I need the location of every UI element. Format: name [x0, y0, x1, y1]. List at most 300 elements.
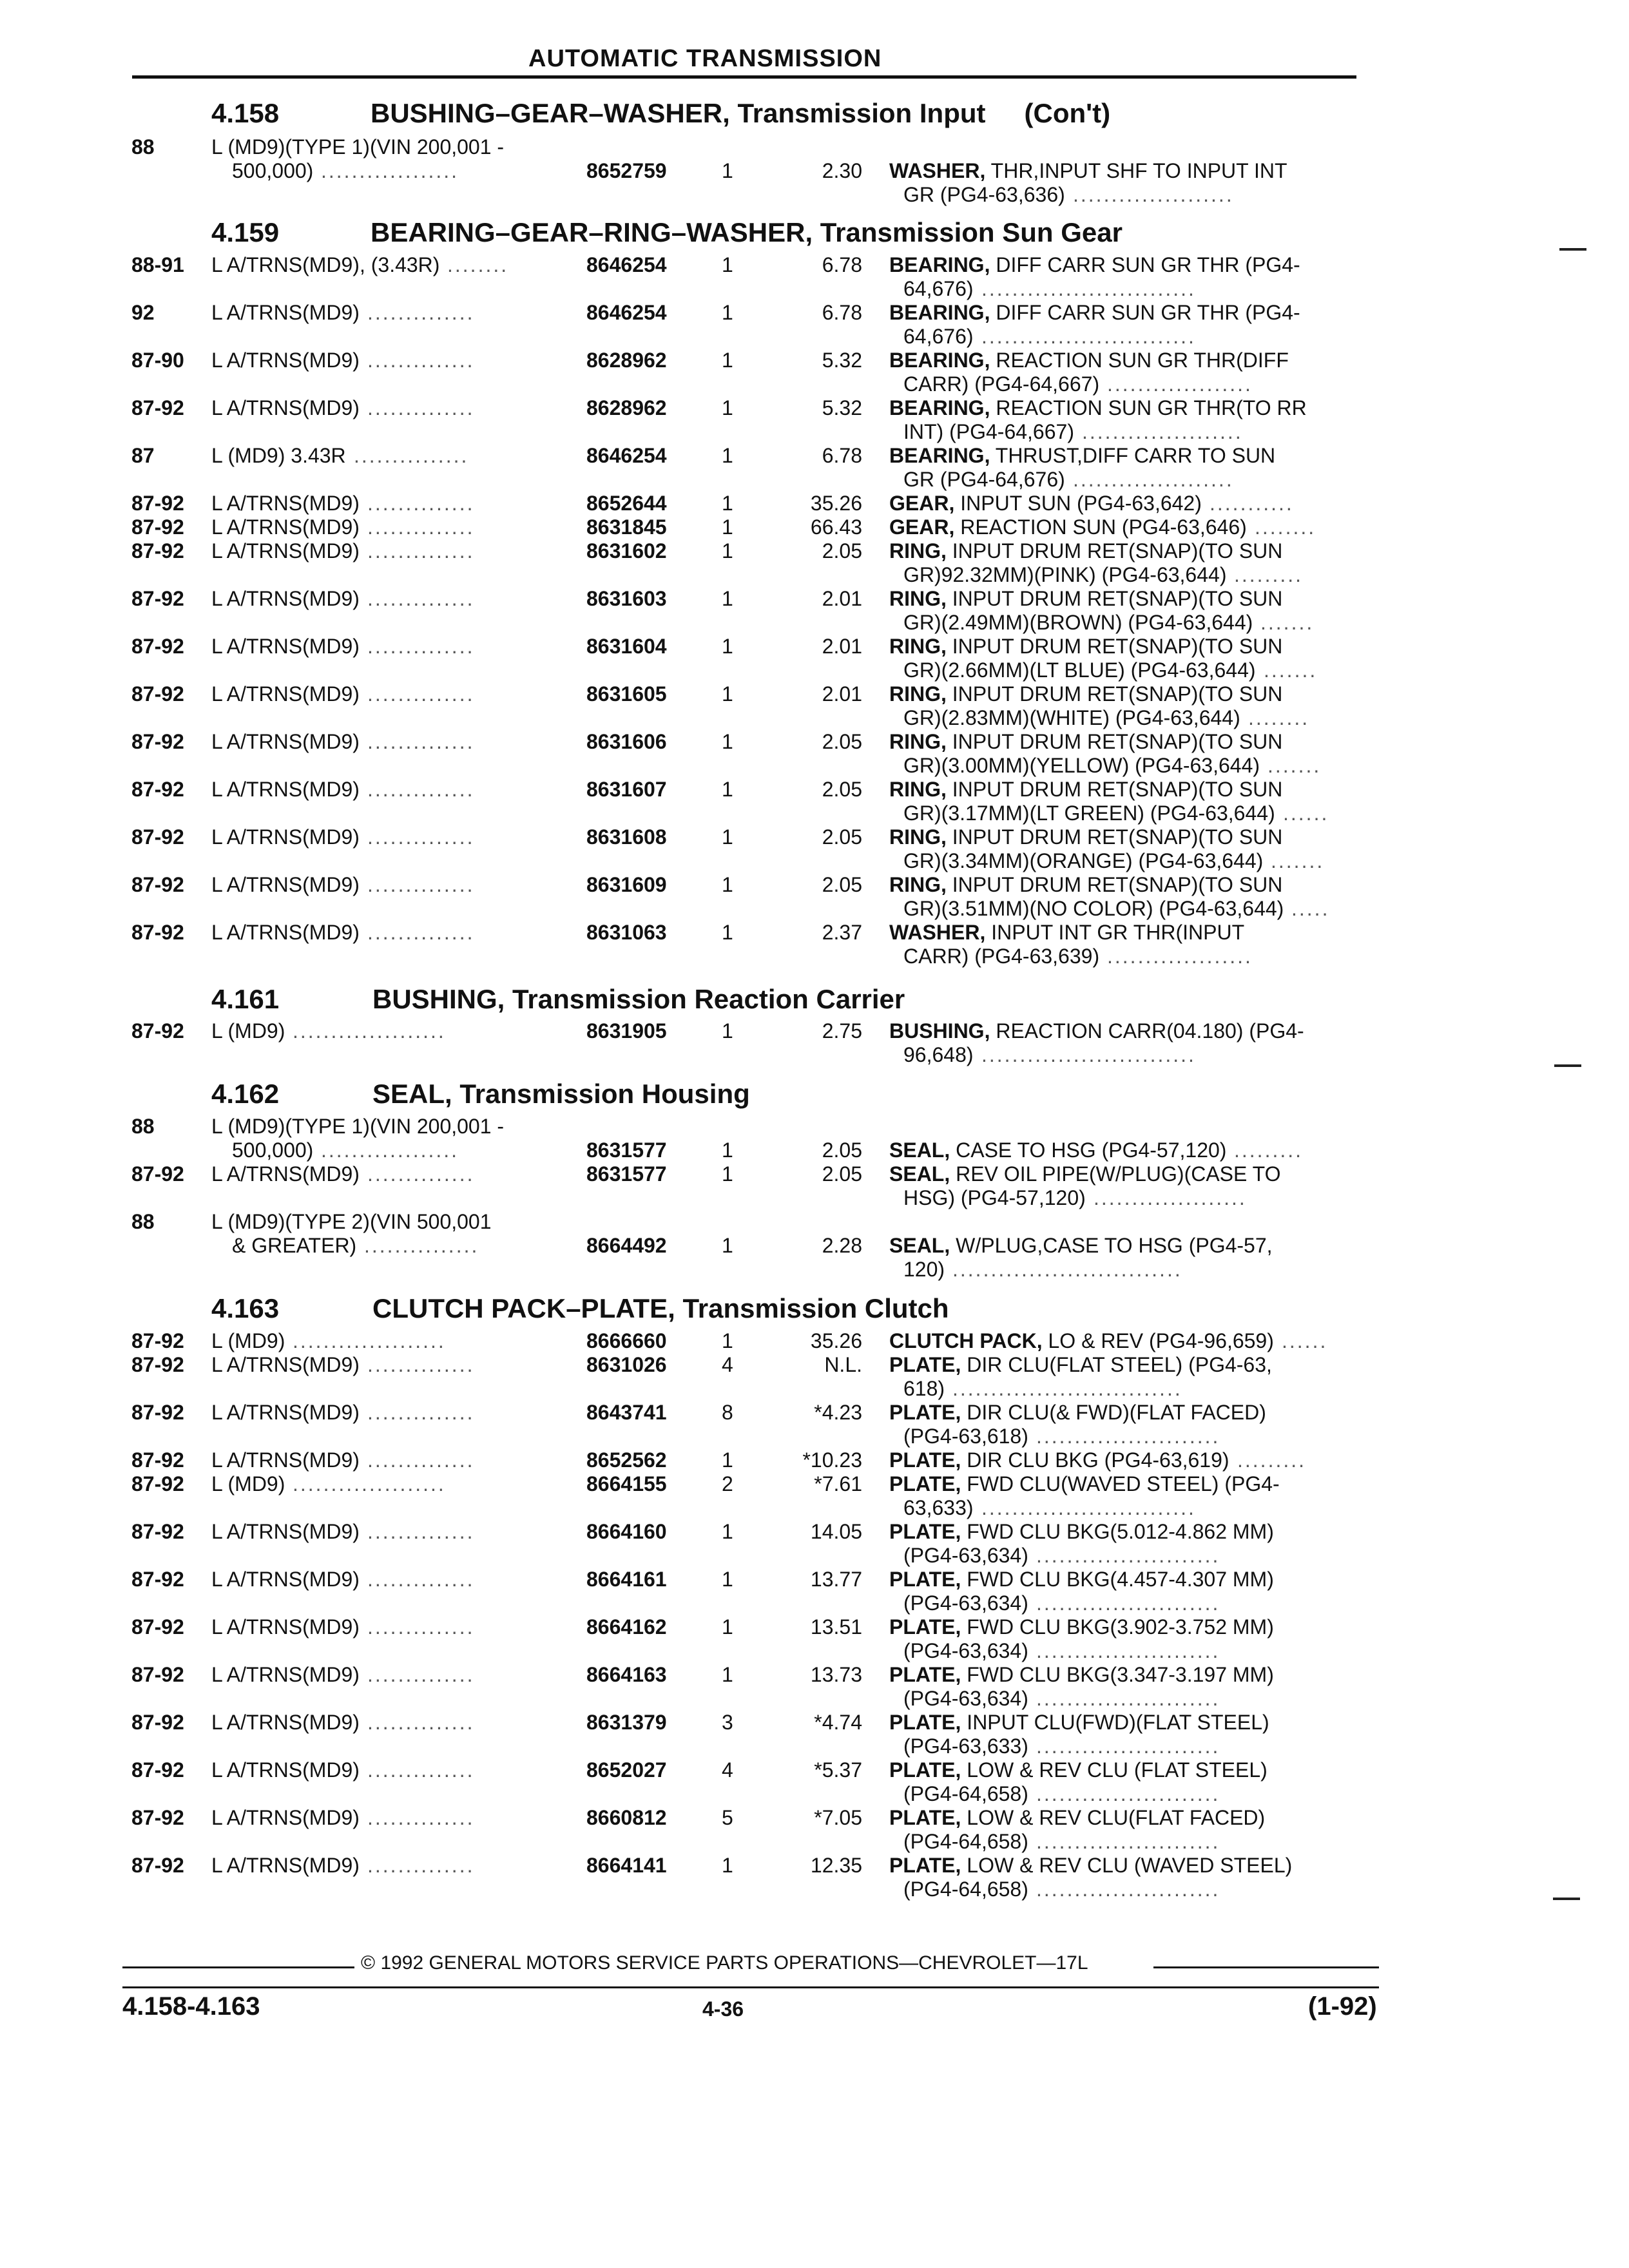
- dot-leader: ..............: [367, 515, 475, 539]
- description: [889, 1711, 1269, 1735]
- dot-leader: ..............: [367, 1520, 475, 1543]
- quantity: 1: [722, 301, 733, 324]
- dot-leader: ........................: [1036, 1544, 1220, 1567]
- section-title: [372, 1292, 949, 1325]
- part-number: 8664162: [586, 1615, 667, 1639]
- price: 2.05: [822, 1139, 862, 1162]
- description-text: GR)(3.00MM)(YELLOW) (PG4-63,644): [903, 754, 1260, 777]
- quantity: 3: [722, 1711, 733, 1734]
- description: [903, 1782, 1028, 1806]
- quantity: 1: [722, 492, 733, 515]
- description-text: INT) (PG4-64,667): [903, 420, 1074, 443]
- description: [889, 1139, 1226, 1162]
- description-text: CASE TO HSG (PG4-57,120): [956, 1139, 1227, 1162]
- dot-leader: ...................: [1107, 372, 1253, 396]
- part-number: 8664492: [586, 1234, 667, 1257]
- description-text: GR)92.32MM)(PINK) (PG4-63,644): [903, 563, 1227, 586]
- section-number: 4.163: [211, 1293, 280, 1323]
- description-text: LOW & REV CLU (FLAT STEEL): [967, 1758, 1268, 1782]
- model-years: 87-92: [131, 1448, 184, 1472]
- part-number: 8666660: [586, 1329, 667, 1352]
- price: N.L.: [824, 1353, 862, 1376]
- description-text: GR)(2.66MM)(LT BLUE) (PG4-63,644): [903, 658, 1256, 682]
- dot-leader: ........................: [1036, 1735, 1220, 1758]
- price: 2.37: [822, 921, 862, 944]
- application: L A/TRNS(MD9): [211, 1568, 360, 1591]
- description-noun: RING,: [889, 635, 947, 658]
- application: L A/TRNS(MD9): [211, 825, 360, 849]
- description-noun: RING,: [889, 730, 947, 753]
- dot-leader: ........................: [1036, 1425, 1220, 1448]
- part-number: 8628962: [586, 396, 667, 419]
- dot-leader: ...................: [1107, 945, 1253, 968]
- quantity: 1: [722, 1329, 733, 1352]
- description: [889, 1568, 1274, 1591]
- description-noun: SEAL,: [889, 1234, 950, 1257]
- description-text: THRUST,DIFF CARR TO SUN: [995, 444, 1276, 467]
- dot-leader: ......: [1282, 1329, 1328, 1352]
- part-number: 8664155: [586, 1472, 667, 1495]
- dot-leader: ........................: [1036, 1687, 1220, 1710]
- quantity: 1: [722, 1615, 733, 1639]
- description-noun: RING,: [889, 587, 947, 610]
- application: L (MD9): [211, 1329, 285, 1352]
- price: 6.78: [822, 253, 862, 276]
- quantity: 1: [722, 349, 733, 372]
- application: L A/TRNS(MD9): [211, 1353, 360, 1376]
- part-number: 8664160: [586, 1520, 667, 1543]
- description-noun: PLATE,: [889, 1806, 961, 1829]
- description: [903, 1591, 1028, 1615]
- part-number: 8631602: [586, 539, 667, 562]
- description-text: 120): [903, 1258, 945, 1281]
- dot-leader: ..............: [367, 1711, 475, 1734]
- dot-leader: ..............: [367, 1806, 475, 1829]
- description: [903, 420, 1074, 444]
- price: *5.37: [814, 1758, 862, 1782]
- section-title: [371, 216, 1123, 249]
- part-number: 8631845: [586, 515, 667, 539]
- description: [903, 945, 1099, 968]
- description-text: CARR) (PG4-63,639): [903, 945, 1100, 968]
- description: [889, 1854, 1292, 1878]
- model-years: 88: [131, 135, 155, 159]
- description-text: INPUT DRUM RET(SNAP)(TO SUN: [952, 825, 1283, 849]
- description-text: INPUT DRUM RET(SNAP)(TO SUN: [952, 873, 1283, 896]
- part-number: 8652562: [586, 1448, 667, 1472]
- dot-leader: ..............................: [952, 1377, 1182, 1400]
- quantity: 4: [722, 1353, 733, 1376]
- description: [889, 1472, 1280, 1496]
- application: L A/TRNS(MD9): [211, 778, 360, 801]
- description-noun: RING,: [889, 873, 947, 896]
- price: 13.77: [810, 1568, 862, 1591]
- description-text: THR,INPUT SHF TO INPUT INT: [990, 159, 1287, 182]
- application: L A/TRNS(MD9): [211, 1663, 360, 1686]
- description: [889, 515, 1247, 539]
- model-years: 87-92: [131, 873, 184, 896]
- description-text: 618): [903, 1377, 945, 1400]
- description-text: (PG4-63,634): [903, 1544, 1028, 1567]
- application: L A/TRNS(MD9): [211, 539, 360, 562]
- section-number: 4.158: [211, 98, 280, 128]
- description-noun: RING,: [889, 778, 947, 801]
- description-text: FWD CLU(WAVED STEEL) (PG4-: [967, 1472, 1280, 1495]
- model-years: 87-92: [131, 1568, 184, 1591]
- dot-leader: ..............: [367, 301, 475, 324]
- model-years: 87-92: [131, 1472, 184, 1495]
- model-years: 87-92: [131, 1615, 184, 1639]
- description: [903, 1687, 1028, 1711]
- quantity: 1: [722, 635, 733, 658]
- application: L A/TRNS(MD9): [211, 1806, 360, 1829]
- dot-leader: ............................: [981, 1043, 1196, 1066]
- description-noun: BEARING,: [889, 444, 990, 467]
- edition-code: (1-92): [1308, 1992, 1377, 2021]
- description: [889, 159, 1287, 183]
- part-number: 8664163: [586, 1663, 667, 1686]
- part-number: 8628962: [586, 349, 667, 372]
- price: 2.01: [822, 682, 862, 706]
- quantity: 1: [722, 873, 733, 896]
- description: [889, 349, 1289, 372]
- description: [889, 1234, 1273, 1258]
- dot-leader: ............................: [981, 325, 1196, 348]
- dot-leader: ..............: [367, 1353, 475, 1376]
- description: [903, 325, 974, 349]
- description: [889, 921, 1244, 945]
- dot-leader: ..............: [367, 1854, 475, 1877]
- dot-leader: .......: [1264, 658, 1318, 682]
- price: 13.73: [810, 1663, 862, 1686]
- description: [903, 372, 1099, 396]
- quantity: 1: [722, 682, 733, 706]
- description: [903, 1830, 1028, 1854]
- description-text: HSG) (PG4-57,120): [903, 1186, 1086, 1209]
- application: L (MD9): [211, 1472, 285, 1495]
- description-noun: SEAL,: [889, 1139, 950, 1162]
- price: 66.43: [810, 515, 862, 539]
- description-text: GR (PG4-63,636): [903, 183, 1065, 206]
- description: [889, 301, 1300, 325]
- description-text: 63,633): [903, 1496, 974, 1519]
- section-range: 4.158-4.163: [122, 1992, 260, 2021]
- dot-leader: ..............: [367, 1401, 475, 1424]
- part-number: 8631606: [586, 730, 667, 753]
- price: 13.51: [810, 1615, 862, 1639]
- dot-leader: ....................: [1094, 1186, 1247, 1209]
- model-years: 87-92: [131, 1019, 184, 1043]
- quantity: 1: [722, 921, 733, 944]
- description-noun: PLATE,: [889, 1520, 961, 1543]
- model-years: 87-92: [131, 778, 184, 801]
- section-title-subject: Transmission Clutch: [682, 1293, 949, 1323]
- description-text: INPUT DRUM RET(SNAP)(TO SUN: [952, 778, 1283, 801]
- section-title-part: BUSHING–GEAR–WASHER,: [371, 98, 730, 128]
- description-noun: RING,: [889, 682, 947, 706]
- dot-leader: ........: [1255, 515, 1316, 539]
- model-years: 87-92: [131, 515, 184, 539]
- description-text: DIFF CARR SUN GR THR (PG4-: [996, 301, 1300, 324]
- dot-leader: .....: [1291, 897, 1330, 920]
- quantity: 1: [722, 1139, 733, 1162]
- description-text: (PG4-64,658): [903, 1782, 1028, 1805]
- description-text: DIFF CARR SUN GR THR (PG4-: [996, 253, 1300, 276]
- dot-leader: ........................: [1036, 1639, 1220, 1662]
- application: L (MD9) 3.43R: [211, 444, 346, 467]
- page-title: AUTOMATIC TRANSMISSION: [528, 45, 882, 72]
- description: [903, 897, 1284, 921]
- dot-leader: ..............: [367, 825, 475, 849]
- description: [889, 396, 1307, 420]
- description: [889, 1758, 1268, 1782]
- model-years: 87-90: [131, 349, 184, 372]
- section-title: [372, 1077, 750, 1111]
- part-number: 8631607: [586, 778, 667, 801]
- application: L A/TRNS(MD9): [211, 349, 360, 372]
- application: L A/TRNS(MD9): [211, 1520, 360, 1543]
- dot-leader: ........................: [1036, 1782, 1220, 1805]
- part-number: 8631905: [586, 1019, 667, 1043]
- model-years: 87-92: [131, 730, 184, 753]
- part-number: 8660812: [586, 1806, 667, 1829]
- description-noun: CLUTCH PACK,: [889, 1329, 1043, 1352]
- dot-leader: .......: [1260, 611, 1315, 634]
- model-years: 87-92: [131, 1162, 184, 1186]
- quantity: 1: [722, 825, 733, 849]
- quantity: 4: [722, 1758, 733, 1782]
- model-years: 87-92: [131, 587, 184, 610]
- price: 2.05: [822, 730, 862, 753]
- section-heading: [211, 1292, 1500, 1325]
- part-number: 8631577: [586, 1162, 667, 1186]
- application: 500,000): [232, 159, 314, 182]
- model-years: 87-92: [131, 635, 184, 658]
- description-noun: BEARING,: [889, 301, 990, 324]
- dot-leader: ...........: [1210, 492, 1294, 515]
- description: [889, 1329, 1274, 1353]
- price: 2.01: [822, 635, 862, 658]
- dot-leader: ..............: [367, 730, 475, 753]
- model-years: 87-92: [131, 396, 184, 419]
- model-years: 87-92: [131, 1401, 184, 1424]
- description: [889, 825, 1282, 849]
- quantity: 5: [722, 1806, 733, 1829]
- price: 2.01: [822, 587, 862, 610]
- section-title: [372, 983, 905, 1016]
- description-noun: GEAR,: [889, 492, 955, 515]
- dot-leader: ......: [1283, 802, 1329, 825]
- dot-leader: ........................: [1036, 1591, 1220, 1615]
- dot-leader: ....................: [293, 1329, 446, 1352]
- dot-leader: ........: [447, 253, 509, 276]
- model-years: 88: [131, 1210, 155, 1233]
- price: *4.23: [814, 1401, 862, 1424]
- application: L A/TRNS(MD9): [211, 1758, 360, 1782]
- description: [889, 873, 1282, 897]
- price: 2.75: [822, 1019, 862, 1043]
- description-text: GR)(2.49MM)(BROWN) (PG4-63,644): [903, 611, 1253, 634]
- description: [903, 1425, 1028, 1448]
- description: [889, 1162, 1281, 1186]
- model-years: 87-92: [131, 1663, 184, 1686]
- description-text: REACTION SUN (PG4-63,646): [960, 515, 1247, 539]
- description-text: DIR CLU(FLAT STEEL) (PG4-63,: [967, 1353, 1272, 1376]
- description-text: GR)(3.34MM)(ORANGE) (PG4-63,644): [903, 849, 1264, 872]
- application: L A/TRNS(MD9): [211, 1854, 360, 1877]
- section-title: [371, 97, 1110, 130]
- section-title-subject: Transmission Housing: [459, 1079, 750, 1109]
- description-text: INPUT DRUM RET(SNAP)(TO SUN: [952, 539, 1283, 562]
- dot-leader: ..............: [367, 1758, 475, 1782]
- description: [903, 802, 1275, 825]
- section-number: 4.161: [211, 984, 280, 1014]
- description: [903, 1878, 1028, 1901]
- description-text: GR)(2.83MM)(WHITE) (PG4-63,644): [903, 706, 1240, 729]
- part-number: 8652759: [586, 159, 667, 182]
- quantity: 1: [722, 587, 733, 610]
- description: [903, 183, 1065, 207]
- description: [903, 611, 1253, 635]
- description: [889, 444, 1275, 468]
- dot-leader: ..............: [367, 1162, 475, 1186]
- price: 5.32: [822, 349, 862, 372]
- dot-leader: ..............: [367, 682, 475, 706]
- price: *10.23: [802, 1448, 862, 1472]
- section-title-part: SEAL,: [372, 1079, 452, 1109]
- description: [889, 253, 1300, 277]
- description-text: (PG4-63,618): [903, 1425, 1028, 1448]
- model-years: 87-92: [131, 921, 184, 944]
- section-title-subject: Transmission Input: [737, 98, 986, 128]
- part-number: 8643741: [586, 1401, 667, 1424]
- quantity: 8: [722, 1401, 733, 1424]
- quantity: 2: [722, 1472, 733, 1495]
- description-text: FWD CLU BKG(3.347-3.197 MM): [967, 1663, 1274, 1686]
- price: *7.61: [814, 1472, 862, 1495]
- part-number: 8646254: [586, 301, 667, 324]
- section-heading: [211, 1077, 1500, 1111]
- dot-leader: .....................: [1073, 468, 1234, 491]
- quantity: 1: [722, 159, 733, 182]
- description: [903, 1258, 945, 1282]
- copyright-notice: © 1992 GENERAL MOTORS SERVICE PARTS OPERATIONS—CHEVROLET—17L: [361, 1952, 1088, 1974]
- price: 35.26: [810, 1329, 862, 1352]
- footer-rule-right: [1153, 1966, 1379, 1968]
- dot-leader: ........: [1248, 706, 1310, 729]
- price: 5.32: [822, 396, 862, 419]
- quantity: 1: [722, 778, 733, 801]
- dot-leader: ..............: [367, 349, 475, 372]
- footer-rule: [122, 1986, 1379, 1988]
- application: L A/TRNS(MD9): [211, 1615, 360, 1639]
- price: *4.74: [814, 1711, 862, 1734]
- description-text: GR)(3.51MM)(NO COLOR) (PG4-63,644): [903, 897, 1284, 920]
- application: L A/TRNS(MD9): [211, 921, 360, 944]
- description: [903, 1544, 1028, 1568]
- description-text: 64,676): [903, 325, 974, 348]
- dot-leader: ..............: [367, 1448, 475, 1472]
- application: L (MD9)(TYPE 1)(VIN 200,001 -: [211, 1115, 505, 1138]
- description-text: GR)(3.17MM)(LT GREEN) (PG4-63,644): [903, 802, 1275, 825]
- description-text: FWD CLU BKG(4.457-4.307 MM): [967, 1568, 1274, 1591]
- application: 500,000): [232, 1139, 314, 1162]
- dot-leader: ..............: [367, 1568, 475, 1591]
- dot-leader: ..............: [367, 539, 475, 562]
- application: L A/TRNS(MD9): [211, 515, 360, 539]
- price: 2.05: [822, 873, 862, 896]
- description-text: INPUT DRUM RET(SNAP)(TO SUN: [952, 682, 1283, 706]
- model-years: 88-91: [131, 253, 184, 276]
- description-text: LOW & REV CLU(FLAT FACED): [967, 1806, 1266, 1829]
- description: [889, 1353, 1272, 1377]
- model-years: 87-92: [131, 1854, 184, 1877]
- description: [889, 1615, 1274, 1639]
- description-noun: PLATE,: [889, 1401, 961, 1424]
- application: L A/TRNS(MD9): [211, 492, 360, 515]
- description: [903, 1639, 1028, 1663]
- margin-mark: [1554, 1064, 1581, 1067]
- continued-label: (Con't): [1024, 98, 1111, 128]
- section-title-part: CLUTCH PACK–PLATE,: [372, 1293, 675, 1323]
- section-title-subject: Transmission Reaction Carrier: [512, 984, 905, 1014]
- description: [889, 492, 1202, 515]
- description-text: (PG4-64,658): [903, 1830, 1028, 1853]
- dot-leader: ..............: [367, 921, 475, 944]
- price: 14.05: [810, 1520, 862, 1543]
- dot-leader: ........................: [1036, 1878, 1220, 1901]
- description-text: DIR CLU BKG (PG4-63,619): [967, 1448, 1229, 1472]
- description-noun: SEAL,: [889, 1162, 950, 1186]
- description-noun: RING,: [889, 825, 947, 849]
- margin-mark: [1559, 248, 1586, 251]
- price: 2.05: [822, 825, 862, 849]
- application: L A/TRNS(MD9): [211, 730, 360, 753]
- description: [889, 1019, 1304, 1043]
- application: L A/TRNS(MD9): [211, 873, 360, 896]
- description: [889, 1806, 1265, 1830]
- footer-rule-left: [122, 1966, 354, 1968]
- description-noun: GEAR,: [889, 515, 955, 539]
- application: L A/TRNS(MD9): [211, 682, 360, 706]
- description-text: REACTION CARR(04.180) (PG4-: [996, 1019, 1304, 1043]
- part-number: 8652644: [586, 492, 667, 515]
- quantity: 1: [722, 1234, 733, 1257]
- dot-leader: ..............: [367, 396, 475, 419]
- model-years: 88: [131, 1115, 155, 1138]
- description: [889, 539, 1282, 563]
- part-number: 8664141: [586, 1854, 667, 1877]
- part-number: 8646254: [586, 253, 667, 276]
- price: 6.78: [822, 301, 862, 324]
- model-years: 92: [131, 301, 155, 324]
- application: L (MD9): [211, 1019, 285, 1043]
- application: L A/TRNS(MD9): [211, 1162, 360, 1186]
- description: [889, 730, 1282, 754]
- model-years: 87-92: [131, 539, 184, 562]
- quantity: 1: [722, 1663, 733, 1686]
- dot-leader: ........................: [1036, 1830, 1220, 1853]
- dot-leader: .......: [1271, 849, 1325, 872]
- model-years: 87-92: [131, 1353, 184, 1376]
- page-number: 4-36: [702, 1997, 744, 2021]
- part-number: 8664161: [586, 1568, 667, 1591]
- model-years: 87-92: [131, 1329, 184, 1352]
- description: [889, 1448, 1229, 1472]
- quantity: 1: [722, 1448, 733, 1472]
- application: L A/TRNS(MD9), (3.43R): [211, 253, 440, 276]
- description-text: (PG4-64,658): [903, 1878, 1028, 1901]
